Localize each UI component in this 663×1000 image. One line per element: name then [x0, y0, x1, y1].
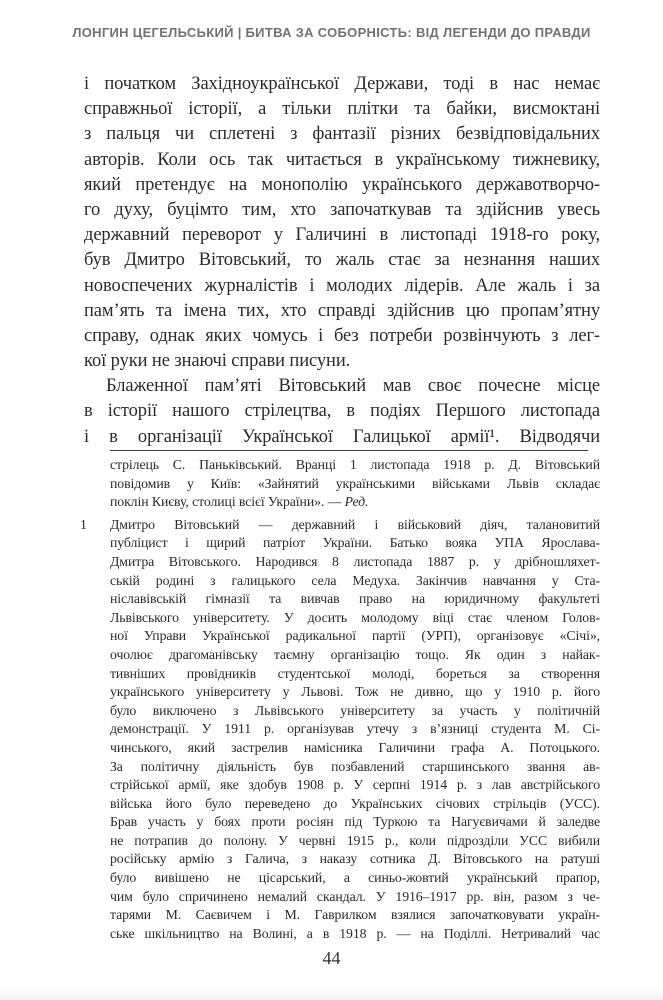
text-line: який претендує на монополію українського державотворчо-	[84, 174, 600, 195]
text-line: публіцист і щирий патріот України. Батько вояка УПА Ярослава-	[110, 535, 600, 551]
page-edge-shade	[0, 986, 663, 1000]
footnotes-section	[80, 456, 600, 943]
text-line: тарями М. Саєвичем і М. Гаврилком взялися започатковувати україн-	[110, 907, 600, 923]
text-line: новоспечених журналістів і молодих лідерів. Але жаль і за	[84, 275, 600, 296]
text-line: стрійської армії, яке здобув 1908 р. У серпні 1914 р. з лав австрійського	[110, 777, 600, 793]
text-line: з пальця чи сплетені з фантазії різних безвідповідальних	[84, 124, 600, 145]
text-line: чим було спричинено немалий скандал. У 1916–1917 рр. він, разом з че-	[110, 888, 600, 904]
text-line: Брав участь у боях проти росіян під Туркою та Нагуєвичами й заледве	[110, 814, 600, 830]
text-line: ніславівській гімназії та вивчав право на юридичному факультеті	[110, 591, 600, 607]
page-number: 44	[322, 948, 341, 968]
text-line: війська його було переведено до Українських січових стрільців (УСС).	[110, 795, 600, 811]
text-line: було виключено з Львівського університету за участь у політичній	[110, 702, 600, 718]
text-line: стрілець С. Паньківський. Вранці 1 листопада 1918 р. Д. Вітовський	[110, 457, 600, 472]
text-line: очолює драгоманівську таємну організацію тощо. Як один з найак-	[110, 646, 600, 662]
text-line: українського університету у Львові. Тож не дивно, що у 1910 р. його	[110, 684, 600, 700]
footnote-list	[80, 516, 600, 944]
text-line: справу, однак яких чомусь і без потреби розвінчують з лег-	[84, 325, 600, 346]
text-line: Дмитро Вітовський — державний і військовий діяч, талановитий	[110, 516, 600, 532]
footnote-number: 1	[80, 516, 87, 532]
text-line: кої руки не знаючі справи писуни.	[84, 351, 351, 372]
text-line: не потрапив до полону. У червні 1915 р., коли підрозділи УСС вибили	[110, 832, 600, 848]
text-line: тивніших провідників студентської молоді, бореться за створення	[110, 665, 600, 681]
text-line: і в організації Української Галицької армії¹. Відводячи	[84, 426, 600, 447]
text-line: За політичну діяльність був позбавлений старшинського звання ав-	[110, 758, 600, 774]
text-line: російську армію з Галича, з наказу сотника Д. Вітовського на ратуші	[110, 851, 600, 867]
text-line: було вивішено не цісарський, а синьо-жовтий український прапор,	[110, 870, 600, 886]
text-line: авторів. Коли ось так читається в українському тижневику,	[84, 149, 600, 170]
text-line: справжньої історії, а тільки плітки та байки, висмоктані	[84, 99, 600, 120]
footnote-continuation	[110, 456, 600, 512]
text-line: Львівського університету. У досить молодому віці стає членом Голов-	[110, 609, 600, 625]
text-line: був Дмитро Вітовський, то жаль стає за незнання наших	[84, 250, 600, 271]
editor-note: Ред.	[344, 494, 369, 510]
footnote-rule	[110, 450, 588, 451]
main-text	[84, 72, 600, 450]
text-line: і початком Західноукраїнської Держави, тоді в нас немає	[84, 74, 600, 94]
running-header: ЛОНГИН ЦЕГЕЛЬСЬКИЙ | БИТВА ЗА СОБОРНІСТЬ: ВІД ЛЕГЕНДИ ДО ПРАВДИ	[72, 25, 591, 40]
text-line: в історії нашого стрілецтва, в подіях Першого листопада	[84, 401, 600, 422]
text-line: повідомив у Київ: «Зайнятий українськими військами Львів складає	[110, 475, 600, 491]
text-line	[110, 493, 600, 512]
text-line: чинського, який застрелив намісника Галичини графа А. Потоцького.	[110, 739, 600, 755]
text-line: го духу, буцімто тим, хто започаткував та здійснив увесь	[84, 199, 600, 220]
footnote-text: поклін Києву, столиці всієї України». —	[110, 494, 345, 510]
text-line: пам’ять та імена тих, хто справді здійснив цю пропам’ятну	[84, 300, 600, 321]
text-line: ної Управи Української радикальної партії (УРП), організовує «Січі»,	[110, 628, 600, 644]
footnote-body	[110, 516, 600, 944]
text-line: ське шкільництво на Волині, а в 1918 р. — на Поділлі. Нетривалий час	[110, 925, 600, 941]
text-line: Блаженної пам’яті Вітовський мав своє почесне місце	[106, 376, 600, 397]
text-line: державний переворот у Галичині в листопаді 1918-го року,	[84, 225, 600, 246]
text-line: демонстрації. У 1911 р. організував утечу з в’язниці студента М. Сі-	[110, 721, 600, 737]
text-line: Дмитра Вітовського. Народився 8 листопада 1887 р. у дрібношляхет-	[110, 553, 600, 569]
footnote-item	[80, 516, 600, 944]
text-line: ській родині з галицького села Медуха. Закінчив навчання у Ста-	[110, 572, 600, 588]
